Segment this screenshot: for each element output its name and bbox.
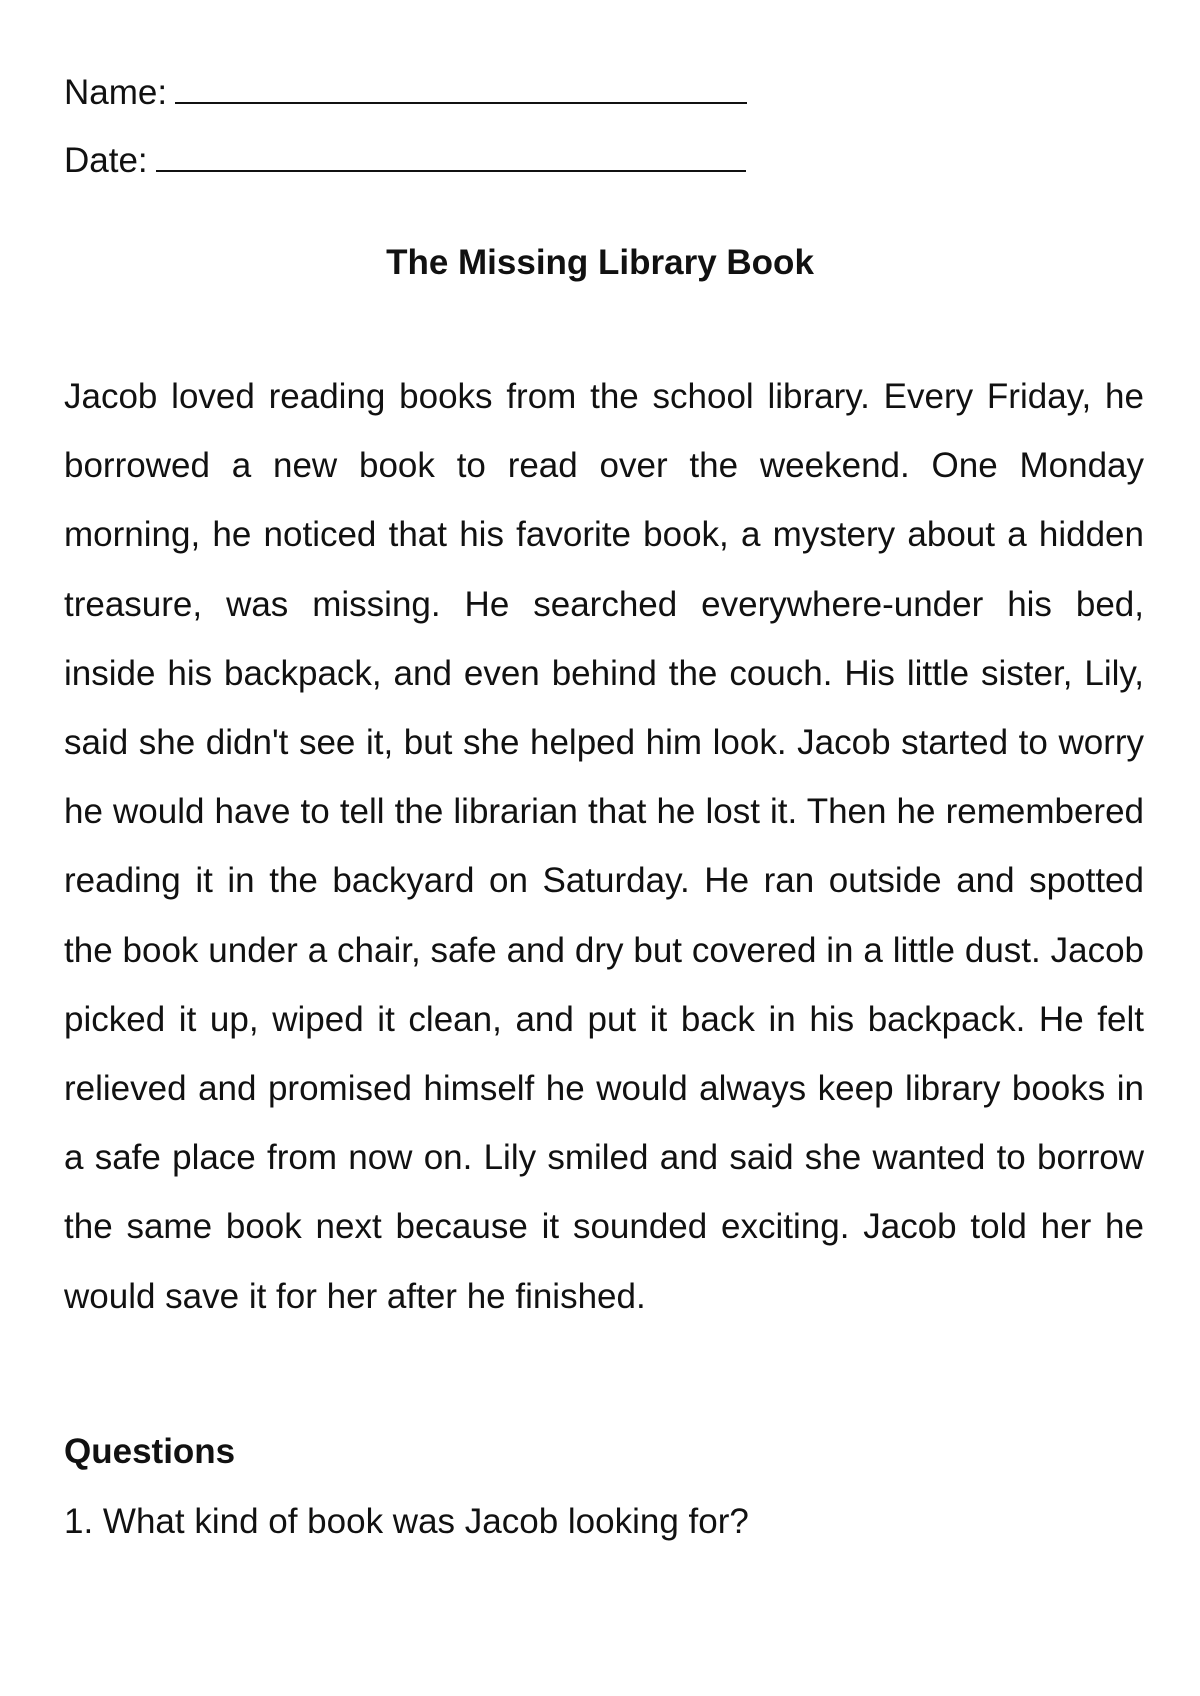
date-label: Date: <box>64 141 148 180</box>
date-blank-line[interactable] <box>156 140 746 172</box>
name-field-row <box>64 72 747 113</box>
question-item: 1. What kind of book was Jacob looking for? <box>64 1502 749 1541</box>
questions-heading: Questions <box>64 1432 236 1471</box>
story-paragraph: Jacob loved reading books from the school library. Every Friday, he borrowed a new book to read over the weekend. One Monday morning, he noticed that his favorite book, a mystery about a hidden treasure, was missing. He searched everywhere-under his bed, inside his backpack, and even behind the couch. His little sister, Lily, said she didn't see it, but she helped him look. Jacob started to worry he would have to tell the librarian that he lost it. Then he remembered reading it in the backyard on Saturday. He ran outside and spotted the book under a chair, safe and dry but covered in a little dust. Jacob picked it up, wiped it clean, and put it back in his backpack. He felt relieved and promised himself he would always keep library books in a safe place from now on. Lily smiled and said she wanted to borrow the same book next because it sounded exciting. Jacob told her he would save it for her after he finished. <box>64 377 1144 1316</box>
question-list <box>64 1502 749 1542</box>
date-field-row <box>64 140 746 181</box>
name-blank-line[interactable] <box>175 72 747 104</box>
name-label: Name: <box>64 73 168 112</box>
story-title: The Missing Library Book <box>386 243 814 282</box>
